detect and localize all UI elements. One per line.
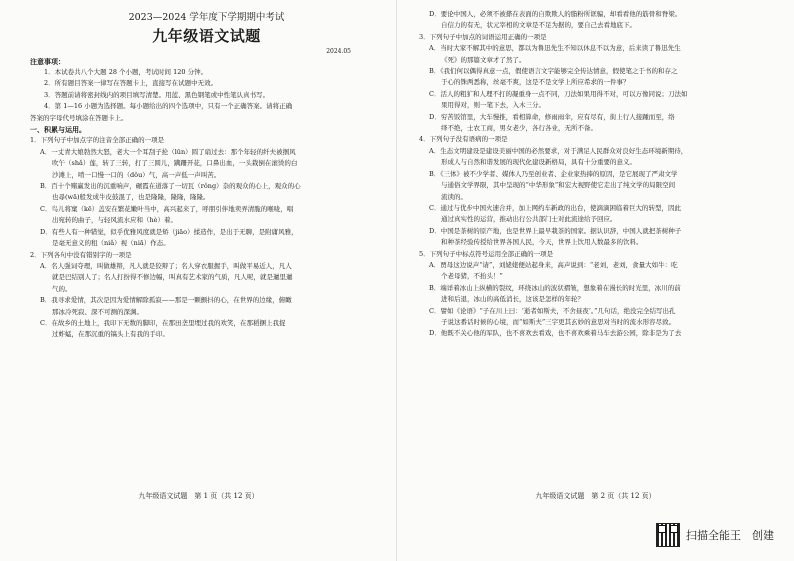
option-line: 于心的铢两悉称，丝毫不爽，这是不是文学上所应希求的一件事？ [441,78,630,87]
question-stem: 5．下列句子中标点符号运用全部正确的一项是 [419,249,554,258]
qr-code-icon [656,523,680,547]
option-line: 出宛转的曲子，与轻风流水应和（hè）着。 [52,216,178,225]
note-line: 4．第 1—16 小题为选择题。每小题给出的四个选项中，只有一个正确答案。请将正确 [44,102,293,111]
option-line: D．中国是茶树的原产地，也是世界上最早栽茶的国家。据认识辞，中国人就把茶树种子 [429,226,682,235]
watermark-text: 扫描全能王 创建 [686,529,774,542]
option-line: A．当时大家不解其中的意思，都以为鲁迅先生不知以休息不以为意，后来读了鲁迅先生 [429,44,681,53]
option-line: B．端详着冰山上纵横的裂纹，环绕冰山的波状褶皱，想象着在漫长的时光里，冰川的前 [429,283,681,292]
option-line: 吹午（shǎ）莲，转了三转，打了三圆儿，蹒跚开花，口鼻出血，一头栽倒在滚烫的白 [52,159,298,168]
option-line: 气的。 [52,284,72,293]
paper-title: 九年级语文试题 [152,27,261,45]
option-line: C．在故乡的土地上，我印下无数的脚印，在那田垄里埋过我的欢笑，在那稻捆上我捉 [40,318,286,327]
exam-date: 2024.05 [326,48,351,55]
option-line: 果用得对，则一笔下去，入木三分。 [441,101,545,110]
exam-page-2 [397,0,794,561]
page-footer: 九年级语文试题 第 1 页（共 12 页） [138,491,259,500]
section-heading: 一、积累与运用。 [30,125,86,135]
notes-heading: 注意事项： [30,57,65,66]
page-1-content [30,9,383,341]
option-line: A．名人强词夺理，叫做雄辩，凡人就是狡辩了；名人穿衣服握手，叫做平易近人，凡人 [40,261,292,270]
option-line: A．生态文明建设是建设美丽中国的必然要求，对于满足人民群众对良好生态环境新期待， [429,146,688,155]
option-line: A．一丈青大娘勃然大怒，老大一个耳刮子抡（lūn）圆了扇过去：那个年轻的纤夫被掴风 [40,147,296,156]
option-line: C．鸟儿将窠（kē）盖安在繁花嫩叶当中，高兴起来了，呼朋引伴地卖弄清脆的喉咙，唱 [40,204,294,213]
option-line: 《死》的那篇文章才了然了。 [441,55,526,64]
option-line: 子说这番话时候的心境，而“如斯夫”三字更其玄妙的意思对当时的流水形容尽致。 [441,317,676,326]
note-line: 答案的字母代号填涂在答题卡上。 [30,113,128,122]
option-line: 是毫无意义的租（niǎ）视（niā）作态。 [52,239,170,248]
option-line: 自信力的有无，状元宰相的文章是不足为据的，要自己去看地底下。 [441,21,636,30]
option-line: 与通俗文学界限，其中呈现的“中华形象”和宏大视野使它走出了纯文学的局限空间 [441,181,676,190]
option-line: D．穷苦饭馆里，大车慢推，看相算命，修雨雨伞，应有尽有，街上行人接踵而至，络 [429,112,675,121]
question-stem: 2．下列各句中没有错别字的一项是 [30,250,132,259]
option-line: 进和后退，冰山的高低消长，这该是怎样的年轮？ [441,295,584,304]
exam-title: 2023—2024 学年度下学期期中考试 [128,12,285,23]
scanner-watermark [656,522,792,548]
option-line: D．有些人有一种错觉，似乎优雅风度就是矫（jiāo）揉造作，是出于无聊，是附庸风雅， [40,227,298,236]
option-line: 流读的。 [441,192,467,201]
option-line: 形成人与自然和谐发展的现代化建设新格局，具有十分重要的意义。 [441,158,636,167]
option-line: 和种茶经验传授给世界各国人民，今天，世界上饮用人数最多的饮料。 [441,238,643,247]
option-line: 沙滩上，啃一口慢一口的（dǒu）气，高一声低一声叫苦。 [52,170,221,179]
option-line: C．譬如《论语》“子在川上曰：‘逝者如斯夫，不舍昼夜’。”几句话，绝没完全结写出孔 [429,306,676,315]
option-line: 绎不绝，士农工商，男女老少，各行各业，无所不备。 [441,124,597,133]
option-line: 也尋(wā)般发成牛皮鼓混了，也是隆隆，隆隆，隆隆。 [52,193,210,202]
note-line: 2．所有题目答案一律写在答题卡上，直接写在试题中无效。 [44,79,218,88]
option-line: C．活人的粗犷和人理不打的凝重身一点不同，刀法如果用得不对，可以万像同说；刀法如 [429,89,688,98]
option-line: A．贾母这边说声“请”，刘姥姥便站起身来，高声说到：“老刘，老刘，食量大如牛：吃 [429,260,678,269]
option-line: B．百十个赌赢发出的沉重响声，碾霞在道落了一切瓦（rǒng）杂的观众的心上，观众的心 [40,182,301,191]
option-line: 过蚱蜢，在那沉重的镐头上有我的手印。 [52,330,169,339]
option-line: C．通过与优步中国火速合并，加上网约车新政的出台，使滴滴困临着巨大的转型，因此 [429,203,681,212]
question-stem: 1．下列句子中加点字的注音全部正确的一项是 [30,136,165,145]
page-2-content [419,9,778,340]
note-line: 1．本试卷共八个大题 28 个小题，考试时间 120 分钟。 [44,68,208,76]
question-stem: 4．下列句子没有语病的一项是 [419,135,508,144]
option-line: 就是巴结别人了；名人打扮得不修边幅，叫真有艺术家的气质，凡人呢，就是邋里邋 [52,273,293,282]
option-line: B．我寻求爱情，其次是因为爱情解除孤寂——那是一颗颤抖的心，在世界的边缘，俯瞰 [40,296,292,305]
option-line: D．他既不关心他的军队，也不喜欢去看戏，也不喜欢乘着马车去游公园，除非是为了去 [429,329,682,338]
question-stem: 3．下列句子中加点的词语运用正确的一项是 [419,32,547,41]
option-line: B．《三体》被不少学者、媒体人乃至创业者、企业家热捧的原因，是它展现了严肃文学 [429,169,678,178]
note-line: 3．答题前请将密封线内的项目填写清楚。用蓝、黑色钢笔或中性笔认真书写。 [44,90,270,99]
option-line: 那冰冷死寂、深不可测的深渊。 [52,307,143,316]
option-line: D．要论中国人，必须不被搽在表面的自欺欺人的脂粉所诓骗，却看看他的筋骨和脊梁。 [429,10,682,18]
page-footer: 九年级语文试题 第 2 页（共 12 页） [535,491,656,500]
option-line: 个老母猪，不抬头！” [441,272,503,281]
option-line: 通过真实性的运营，推动出行公共部门士对此流途给予回应。 [441,215,617,224]
option-line: B．《我们何以偶得真意一点，假使语言文字能够完全传达情意，假使笔之于书的和存之 [429,67,678,76]
